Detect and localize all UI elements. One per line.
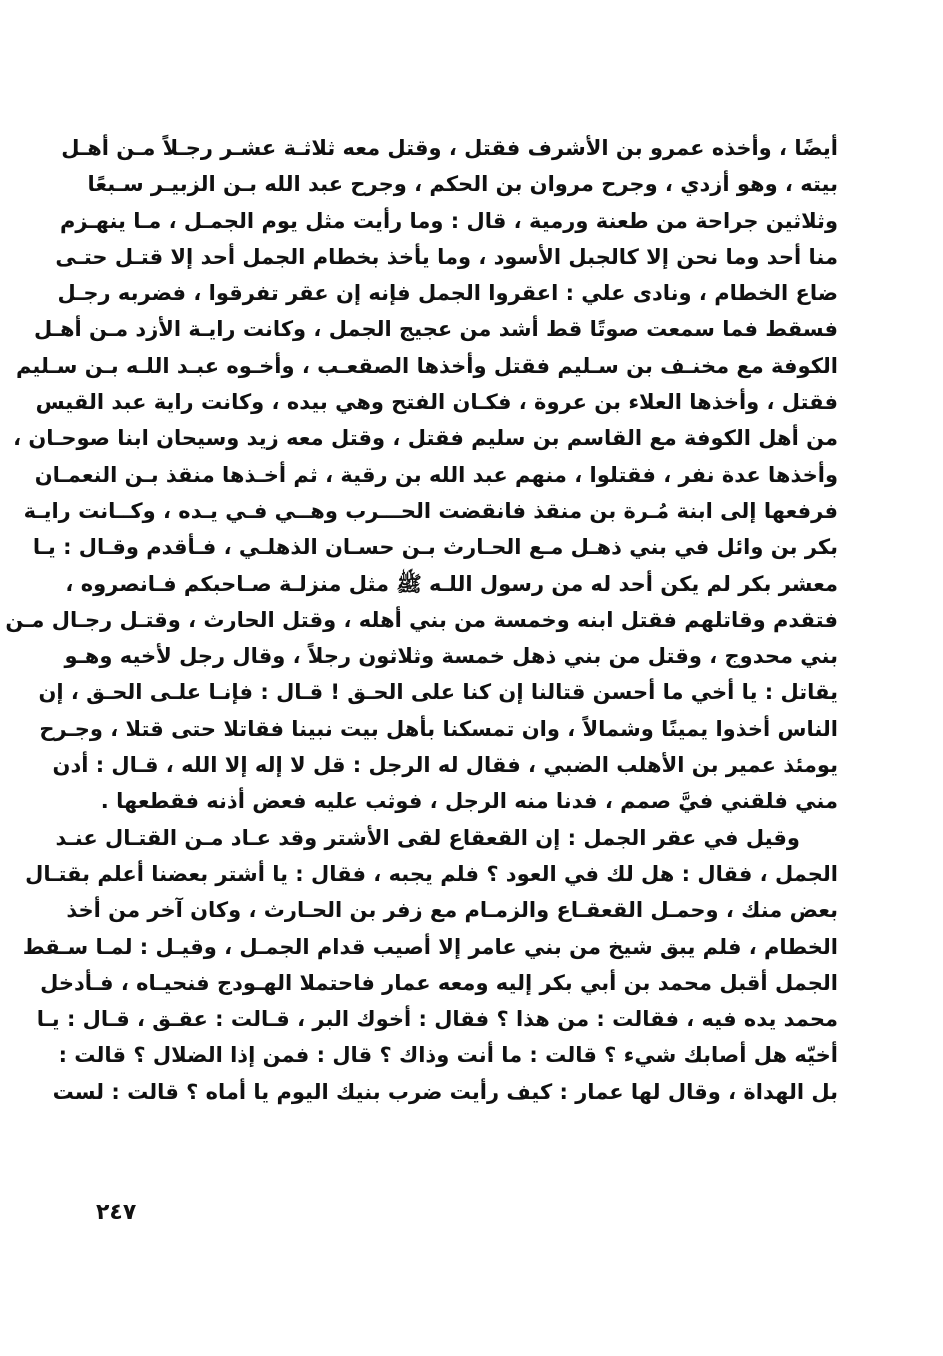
page-number: ٢٤٧ — [96, 1200, 137, 1225]
text-line: فسقط فما سمعت صوتًا قط أشد من عجيج الجمل ، وكانت رايـة الأزد مـن أهـل — [34, 317, 838, 342]
text-line: وأخذها عدة نفر ، فقتلوا ، منهم عبد الله بن رقية ، ثم أخـذها منقذ بـن النعمـان — [34, 462, 838, 487]
text-line: ضاع الخطام ، ونادى علي : اعقروا الجمل فإنه إن عقر تفرقوا ، فضربه رجـل — [57, 281, 838, 306]
text-line: محمد يده فيه ، فقالت : من هذا ؟ فقال : أخوك البر ، قـالت : عقـق ، قـال : يـا — [36, 1007, 838, 1032]
text-line: أيضًا ، وأخذه عمرو بن الأشرف فقتل ، وقتل معه ثلاثـة عشـر رجـلاً مـن أهـل — [61, 136, 838, 160]
text-line: فتقدم وقاتلهم فقتل ابنه وخمسة من بني أهله ، وقتل الحارث ، وقتـل رجـال مـن — [5, 607, 838, 632]
text-line: بيته ، وهو أزدي ، وجرح مروان بن الحكم ، وجرح عبد الله بـن الزبيـر سـبعًا — [87, 172, 838, 197]
text-line: وثلاثين جراحة من طعنة ورمية ، قال : وما رأيت مثل يوم الجمـل ، مـا ينهـزم — [59, 208, 838, 233]
text-line: يومئذ عمير بن الأهلب الضبي ، فقال له الرجل : قل لا إله إلا الله ، قـال : أدن — [52, 753, 838, 778]
text-line: أخيّه هل أصابك شيء ؟ قالت : ما أنت وذاك ؟ قال : فمن إذا الضلال ؟ قالت : — [58, 1043, 838, 1068]
body-text — [5, 130, 838, 1110]
text-line: فرفعها إلى ابنة مُـرة بن منقذ فانقضت الحـــرب وهــي فـي يـده ، وكــانت رايـة — [23, 498, 838, 523]
text-line: بكر بن وائل في بني ذهـل مـع الحـارث بـن حسـان الذهلـي ، فـأقدم وقـال : يـا — [32, 535, 838, 560]
text-line: منا أحد وما نحن إلا كالجبل الأسود ، وما يأخذ بخطام الجمل أحد إلا قتـل حتـى — [55, 244, 838, 269]
text-line: من أهل الكوفة مع القاسم بن سليم فقتل ، وقتل معه زيد وسيحان ابنا صوحـان ، — [13, 426, 838, 451]
text-line: بني محدوج ، وقتل من بني ذهل خمسة وثلاثون رجلاً ، وقال رجل لأخيه وهـو — [64, 644, 838, 669]
text-line: مني فلقني فيَّ صمم ، فدنا منه الرجل ، فوثب عليه فعض أذنه فقطعها . — [100, 789, 838, 814]
text-line: وقيل في عقر الجمل : إن القعقاع لقى الأشتر وقد عـاد مـن القتـال عنـد — [55, 825, 800, 850]
text-line: الناس أخذوا يمينًا وشمالاً ، وان تمسكنا بأهل بيت نبينا فقاتلا حتى قتلا ، وجـرح — [39, 716, 838, 741]
text-line: معشر بكر لم يكن أحد له من رسول اللـه ﷺ مثل منزلـة صـاحبكم فـانصروه ، — [65, 571, 838, 596]
text-line: الكوفة مع مخنـف بن سـليم فقتل وأخذها الصقعـب ، وأخـوه عبـد اللـه بـن سـليم — [15, 353, 838, 378]
text-line: بعض منك ، وحمـل القعقـاع والزمـام مع زفر بن الحـارث ، وكان آخر من أخذ — [66, 898, 838, 923]
text-line: بل الهداة ، وقال لها عمار : كيف رأيت ضرب بنيك اليوم يا أماه ؟ قالت : لست — [52, 1079, 838, 1104]
text-line: يقاتل : يا أخي ما أحسن قتالنا إن كنا على الحـق ! قـال : فإنـا علـى الحـق ، إن — [38, 680, 838, 705]
text-line: الخطام ، فلم يبق شيخ من بني عامر إلا أصيب قدام الجمـل ، وقيـل : لمـا سـقط — [22, 934, 838, 959]
text-line: فقتل ، وأخذها العلاء بن عروة ، فكـان الفتح وهي بيده ، وكانت راية عبد القيس — [35, 390, 838, 415]
text-line: الجمل ، فقال : هل لك في العود ؟ فلم يجبه ، فقال : يا أشتر بعضنا أعلم بقتـال — [25, 861, 838, 886]
text-line: الجمل أقبل محمد بن أبي بكر إليه ومعه عمار فاحتملا الهـودج فنحيـاه ، فـأدخل — [40, 970, 838, 995]
